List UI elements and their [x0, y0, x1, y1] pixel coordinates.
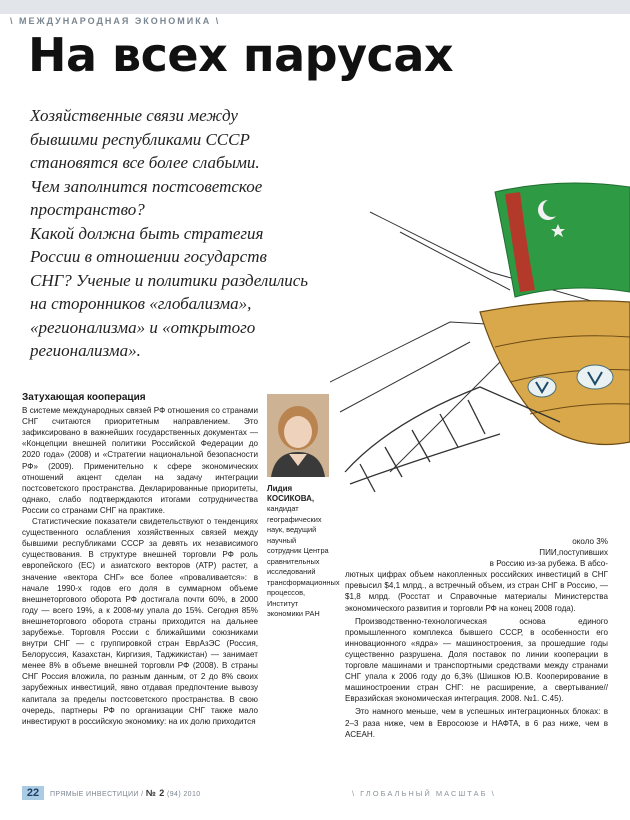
- footer-section-label: \ ГЛОБАЛЬНЫЙ МАСШТАБ \: [352, 789, 496, 798]
- lead-line: Какой должна быть стратегия: [30, 223, 264, 243]
- author-bio-line: кандидат: [267, 504, 299, 513]
- author-bio-line: сравнительных: [267, 556, 320, 566]
- section-rubric: \ МЕЖДУНАРОДНАЯ ЭКОНОМИКА \: [10, 16, 221, 26]
- boat-hull: [480, 301, 630, 445]
- page-number: 22: [22, 786, 44, 800]
- article-paragraph: лютных цифрах объем накопленных российских инвестиций в СНГ превысил $4,1 млрд., а встречный объем, из стран СНГ в Россию, — $1,8 млрд. (Росстат и Справочные материалы Министерства экономического развития и торговли РФ на конец 2008 года).: [345, 570, 608, 613]
- article-paragraph: В системе международных связей РФ отношения со странами СНГ считаются приоритетным направлением. Это зафиксировано в важнейших государственных документах — «Концепции внешней политики Российской Федерации до 2020 года» (2008) и «Стратегии национальной безопасности РФ» (2009). Применительно к сфере экономических отношений акцент сделан на задачу интеграции постсоветского пространства. Декларированные приоритеты, однако, слабо подтверждаются итогами сотрудничества России со странами СНГ на практике.: [22, 406, 258, 515]
- author-bio-line: географических: [267, 514, 322, 524]
- magazine-name: ПРЯМЫЕ ИНВЕСТИЦИИ /: [50, 791, 144, 798]
- flag-icon: [495, 183, 630, 297]
- lead-line: Чем заполнится постсоветское: [30, 176, 263, 196]
- top-band: [0, 0, 630, 14]
- article-paragraph: Статистические показатели свидетельствуют о тенденциях существенного ослабления хозяйственных связей между бывшими республиками СССР за девять их независимого существования. В структуре внешней торговли РФ роль европейского (ЕС) и азиатского векторов (АТР) растет, а значение «вектора СНГ» все более «проваливается»: в начале 1990-х годов его доля в суммарном объеме внешнеторгового оборота РФ достигала почти 60%, в 2000 году — всего 19%, а к 2008-му упала до 15%. Сегодня 85% внешнеторгового оборота страны приходится на дальнее зарубежье. Торговля России с ближайшими союзниками внутри СНГ — с группировкой стран ЕврАзЭС (Россия, Белоруссия, Казахстан, Киргизия, Таджикистан) — занимает менее 8% в объеме внешней торговли РФ (2008). В страны СНГ Россия вложила, по разным данным, от 2 до 8% своих зарубежных инвестиций, явно отдавая предпочтение вывозу капитала за пределы постсоветского пространства. В свою очередь, партнеры РФ по организации СНГ также мало инвестируют в российскую экономику: на их долю приходится: [22, 517, 258, 726]
- author-bio-line: сотрудник Центра: [267, 546, 329, 555]
- author-photo: [267, 394, 329, 477]
- lead-line: бывшими республиками СССР: [30, 129, 250, 149]
- sailboat-illustration: [330, 172, 630, 498]
- magazine-issue: [50, 788, 201, 798]
- page-title: На всех парусах: [28, 28, 454, 82]
- article-column-1: [22, 392, 258, 727]
- article-line: ПИИ,поступивших: [539, 548, 608, 558]
- article-subheading: Затухающая кооперация: [22, 392, 146, 403]
- author-bio-line: научный: [267, 535, 297, 545]
- lead-line: становятся все более слабыми.: [30, 153, 260, 172]
- author-last-name: КОСИКОВА,: [267, 494, 315, 503]
- author-bio-line: экономики РАН: [267, 609, 320, 618]
- article-line: в Россию из-за рубежа. В абсо-: [489, 559, 608, 569]
- issue-number: № 2: [145, 788, 165, 798]
- article-paragraph: Производственно-технологическая основа единого промышленного комплекса бывшего СССР, в особенности его инновационного «ядра» — машиностроения, за прошедшие годы существенно разрушена. Доля поставок по линии кооперации в торговле машинами и транспортными средствами между странами СНГ упала к 2006 году до 6,3% (Шишков Ю.В. Кооперирование в машиностроении стран СНГ: не расширение, а свертывание//Евразийская экономическая интеграция. 2008. №1. С.45).: [345, 616, 608, 704]
- lead-line: Хозяйственные связи между: [30, 106, 238, 125]
- article-column-2: [345, 536, 608, 740]
- lead-line: «регионализма» и «открытого: [30, 317, 256, 337]
- article-paragraph: Это намного меньше, чем в успешных интеграционных блоках: в 2–3 раза ниже, чем в Евросоюзе и НАФТА, в 6 раз ниже, чем в АСЕАН.: [345, 707, 608, 739]
- author-bio-line: трансформационных: [267, 577, 340, 587]
- lead-line: пространство?: [30, 200, 145, 219]
- author-bio-line: исследований: [267, 567, 316, 576]
- author-bio-line: наук, ведущий: [267, 525, 317, 534]
- lead-line: СНГ? Ученые и политики разделились: [30, 270, 309, 290]
- lead-paragraph: [30, 104, 360, 363]
- author-portrait: [267, 394, 329, 477]
- lead-line: регионализма».: [30, 341, 141, 360]
- issue-year: (94) 2010: [167, 791, 201, 798]
- author-bio-line: Институт: [267, 598, 299, 608]
- author-info: [267, 484, 347, 620]
- article-line: около 3%: [572, 537, 608, 546]
- author-first-name: Лидия: [267, 484, 293, 493]
- author-bio-line: процессов,: [267, 588, 306, 597]
- lead-line: России в отношении государств: [30, 247, 267, 266]
- lead-line: на сторонников «глобализма»,: [30, 294, 252, 313]
